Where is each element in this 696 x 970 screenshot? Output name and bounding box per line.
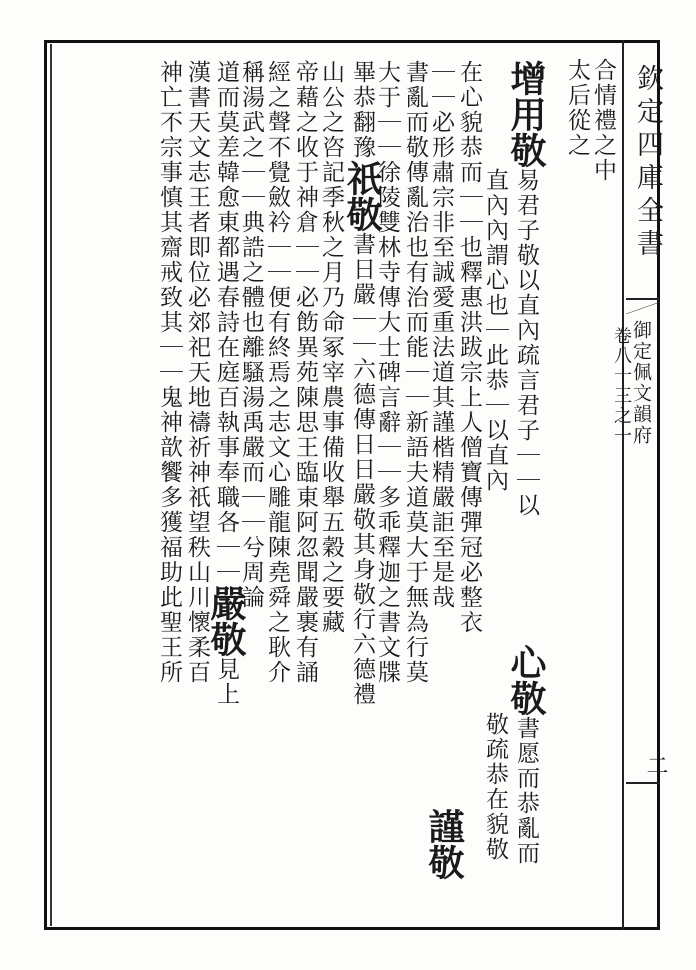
column-text: 合情禮之中 (590, 58, 616, 183)
banxin-subtitle: 御定佩文韻府 (630, 320, 652, 446)
headword: 祇敬 (341, 160, 383, 232)
column-text: 太后從之 (564, 58, 590, 158)
column-text: 記季秋之月乃命冢宰農事備收舉五穀之要藏 (318, 160, 344, 635)
column-text: 稱湯武之｜｜典誥之體也離騷湯禹嚴而｜｜兮周論 (238, 60, 264, 610)
column-text: 敬疏恭在貌敬 (482, 712, 508, 862)
column-text: 書日嚴｜｜六德傳日日嚴敬其身敬行六德禮 (349, 232, 375, 707)
headword: 嚴敬 (205, 585, 247, 657)
text-column-3 (506, 60, 546, 518)
text-column-16 (152, 60, 186, 685)
column-text: 見上 (213, 657, 239, 707)
inner-border (50, 44, 52, 926)
column-text: 漢書天文志王者即位必郊祀天地禱祈神祇望秩山川懷柔百 (184, 60, 210, 685)
headword: 增用敬 (505, 60, 547, 168)
column-text: 易君子敬以直內疏言君子｜｜以 (513, 168, 539, 518)
text-column-9 (342, 60, 382, 707)
headword: 謹敬 (423, 808, 465, 880)
page-number: 二 (643, 754, 668, 776)
text-column-17 (506, 644, 546, 866)
column-text: 山公之咨 (318, 60, 344, 160)
banxin-title: 欽定四庫全書 (632, 64, 663, 262)
banxin-bottom-rule (626, 782, 660, 784)
text-column-19 (424, 808, 464, 880)
banxin-volume: 卷八十三之一 (611, 326, 632, 446)
fish-tail-mark (626, 298, 660, 318)
text-column-18 (478, 712, 512, 862)
banxin-divider (622, 40, 624, 930)
column-text: 道而莫差韓愈東都遇春詩在庭百執事奉職各｜｜ (213, 60, 239, 585)
column-text: 經之聲不覺斂衿｜｜便有終焉之志文心雕龍陳堯舜之耿介 (264, 60, 290, 685)
text-column-2 (560, 58, 594, 158)
column-text: 書愿而恭亂而 (513, 716, 539, 866)
column-text: 帝藉之收于神倉｜｜必飭異苑陳思王臨東阿忽聞嚴裹有誦 (292, 60, 318, 685)
column-text: 在心貌恭而｜｜也釋惠洪跋宗上人僧寶傳彈冠必整衣 (456, 60, 482, 635)
column-text: ｜｜必形肅宗非至誠愛重法道其謹楷精嚴詎至是哉 (428, 60, 454, 610)
column-text: 神亡不宗事慎其齋戒致其｜｜鬼神歆饗多獲福助此聖王所 (156, 60, 182, 685)
column-text: 大于｜｜徐陵雙林寺傳大士碑言辭｜｜多乖釋迦之書文牒 (374, 60, 400, 685)
column-text: 書亂而敬傳亂治也有治而能｜｜新語夫道莫大于無為行莫 (402, 60, 428, 685)
headword: 心敬 (505, 644, 547, 716)
column-text: 畢恭翻豫 (349, 60, 375, 160)
column-text: 直內內謂心也｜此恭｜以直內 (482, 168, 508, 493)
